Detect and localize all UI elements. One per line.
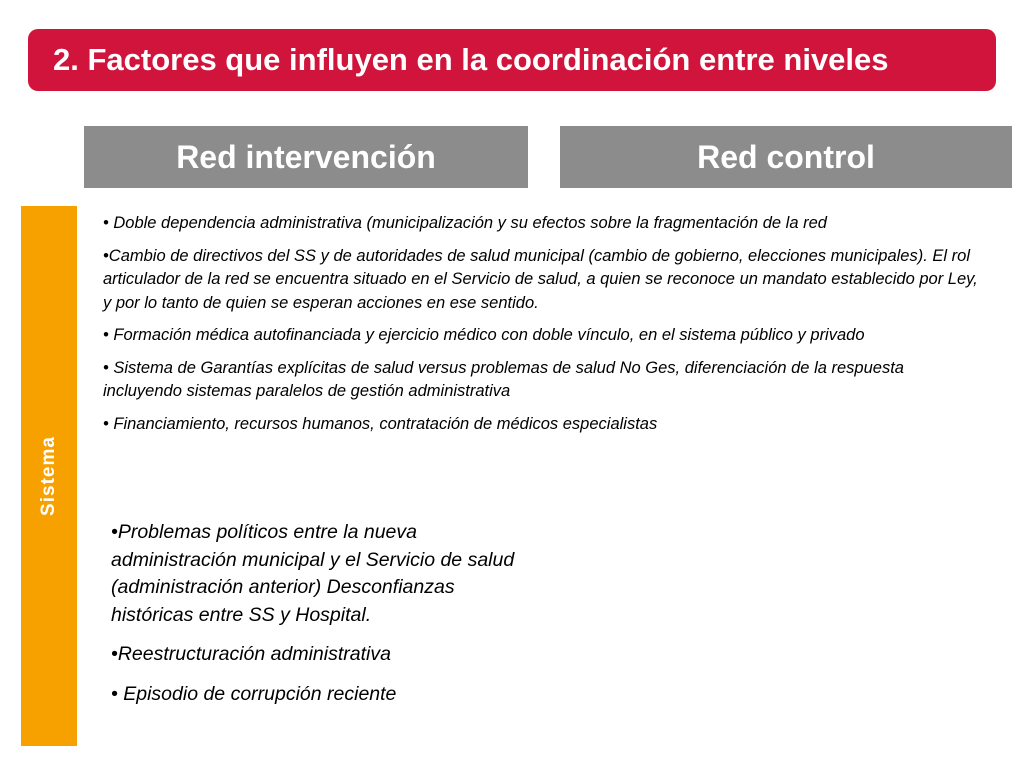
column-header-red-control: Red control: [560, 126, 1012, 188]
list-item: • Sistema de Garantías explícitas de salud versus problemas de salud No Ges, diferenciación de la respuesta incluyendo sistemas paralelos de gestión administrativa: [103, 358, 904, 400]
list-item: • Formación médica autofinanciada y ejercicio médico con doble vínculo, en el sistema público y privado: [103, 326, 865, 344]
intervention-points-list: [103, 212, 983, 445]
list-item: • Doble dependencia administrativa (municipalización y su efectos sobre la fragmentación de la red: [103, 214, 827, 232]
list-item: •Reestructuración administrativa: [111, 643, 391, 665]
title-bar: [28, 29, 996, 91]
list-item: •Problemas políticos entre la nueva administración municipal y el Servicio de salud (administración anterior) Desconfianzas históricas entre SS y Hospital.: [111, 521, 515, 626]
list-item: • Episodio de corrupción reciente: [111, 682, 397, 705]
list-item: • Financiamiento, recursos humanos, contratación de médicos especialistas: [103, 414, 658, 433]
additional-points-list: [111, 519, 531, 720]
slide-title: 2. Factores que influyen en la coordinación entre niveles: [53, 42, 889, 77]
column-header-red-intervencion: Red intervención: [84, 126, 528, 188]
list-item: •Cambio de directivos del SS y de autoridades de salud municipal (cambio de gobierno, elecciones municipales). El rol articulador de la red se encuentra situado en el Servicio de salud, a quien se reconoce un mandato establecido por Ley, y por lo tanto de quien se esperan acciones en ese sentido.: [103, 246, 978, 312]
side-label-sistema: Sistema: [38, 436, 59, 516]
